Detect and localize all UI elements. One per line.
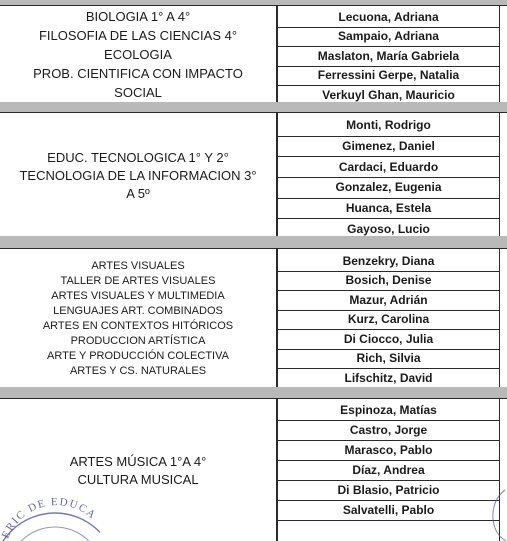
teacher-name-cell: Lifschitz, David <box>344 370 433 385</box>
subject-line: ECOLOGIA <box>104 47 172 62</box>
teacher-name-cell: Verkuyl Ghan, Mauricio <box>322 87 455 102</box>
subject-line: PRODUCCION ARTÍSTICA <box>70 335 206 347</box>
subject-line: TECNOLOGIA DE LA INFORMACION 3° <box>19 167 257 183</box>
teacher-name-cell: Kurz, Carolina <box>347 312 430 327</box>
column-divider <box>276 112 278 236</box>
teacher-name-cell: Lecuona, Adriana <box>338 9 439 24</box>
teacher-name-cell: Gayoso, Lucio <box>347 221 430 236</box>
row-divider <box>278 198 499 199</box>
subject-line: BIOLOGIA 1° A 4° <box>85 9 191 24</box>
teacher-name-cell: Di Blasio, Patricio <box>337 483 440 497</box>
teacher-name-cell: Monti, Rodrigo <box>346 118 431 133</box>
subject-line: SOCIAL <box>114 85 162 100</box>
teacher-name-cell: Huanca, Estela <box>345 201 432 215</box>
teacher-name-cell: Díaz, Andrea <box>352 463 425 477</box>
teacher-name-cell <box>278 520 499 540</box>
row-divider <box>278 329 499 330</box>
teacher-name-cell: Maslaton, María Gabriela <box>317 48 460 63</box>
subject-line: CULTURA MUSICAL <box>77 471 199 487</box>
row-divider <box>278 440 499 441</box>
subject-line: FILOSOFIA DE LAS CIENCIAS 4° <box>38 28 238 43</box>
row-divider <box>278 349 499 350</box>
section-separator-band <box>0 236 507 248</box>
row-divider <box>278 218 499 219</box>
subject-line: ARTES Y CS. NATURALES <box>69 365 207 377</box>
row-divider <box>278 136 499 137</box>
row-divider <box>278 420 499 421</box>
subject-cell <box>0 7 276 102</box>
row-divider <box>278 520 499 521</box>
svg-text:ERIC DE EDUCA <box>0 496 99 540</box>
column-divider <box>276 398 278 541</box>
teacher-name-cell: Cardaci, Eduardo <box>338 159 439 174</box>
section-separator-band <box>0 102 507 112</box>
signature-mark <box>486 488 507 541</box>
subject-cell <box>0 115 276 236</box>
teacher-name-cell: Sampaio, Adriana <box>338 29 439 44</box>
teacher-name-cell: Salvatelli, Pablo <box>342 503 435 517</box>
subject-line: TALLER DE ARTES VISUALES <box>60 275 216 287</box>
right-column-rule <box>499 248 500 387</box>
teacher-name-cell: Gonzalez, Eugenia <box>335 180 442 195</box>
right-column-rule <box>499 112 500 236</box>
row-divider <box>278 177 499 178</box>
subject-line: ARTE Y PRODUCCIÓN COLECTIVA <box>47 350 229 362</box>
teacher-name-cell: Gimenez, Daniel <box>342 139 435 153</box>
subject-line: ARTES EN CONTEXTOS HITÓRICOS <box>42 320 234 332</box>
subject-line: PROB. CIENTIFICA CON IMPACTO <box>33 66 243 81</box>
teacher-name-cell: Bosich, Denise <box>345 273 432 288</box>
teacher-name-cell: Di Ciocco, Julia <box>343 331 434 346</box>
row-divider <box>278 271 499 272</box>
teacher-name-cell: Marasco, Pablo <box>344 443 433 457</box>
subject-line: ARTES VISUALES <box>91 260 185 272</box>
subject-cell <box>0 251 276 387</box>
column-divider <box>276 5 278 102</box>
row-divider <box>278 310 499 311</box>
teacher-name-cell: Ferressini Gerpe, Natalia <box>317 68 460 83</box>
row-divider <box>278 500 499 501</box>
row-divider <box>278 156 499 157</box>
section-top-border <box>0 248 507 249</box>
teacher-name-cell: Castro, Jorge <box>349 423 428 437</box>
right-column-rule <box>499 5 500 102</box>
seal-stamp <box>0 487 100 541</box>
column-divider <box>276 248 278 387</box>
stamp-text: ERIC DE EDUCA <box>0 496 99 541</box>
row-divider <box>278 460 499 461</box>
row-divider <box>278 27 499 28</box>
subject-line: A 5º <box>126 185 150 201</box>
section-top-border <box>0 112 507 113</box>
section-separator-band <box>0 387 507 398</box>
row-divider <box>278 46 499 47</box>
row-divider <box>278 85 499 86</box>
subject-line: LENGUAJES ART. COMBINADOS <box>53 305 223 317</box>
row-divider <box>278 480 499 481</box>
teacher-name-cell: Rich, Silvia <box>356 351 421 366</box>
row-divider <box>278 66 499 67</box>
subject-line: ARTES VISUALES Y MULTIMEDIA <box>51 290 225 302</box>
row-divider <box>278 290 499 291</box>
teacher-name-cell: Espinoza, Matías <box>340 403 437 417</box>
teacher-name-cell: Benzekry, Diana <box>342 253 435 268</box>
subject-line: EDUC. TECNOLOGICA 1° Y 2° <box>47 149 229 165</box>
teacher-name-cell: Mazur, Adrián <box>349 292 428 307</box>
section-top-border <box>0 398 507 399</box>
subject-line: ARTES MÚSICA 1°A 4° <box>69 453 207 469</box>
row-divider <box>278 368 499 369</box>
